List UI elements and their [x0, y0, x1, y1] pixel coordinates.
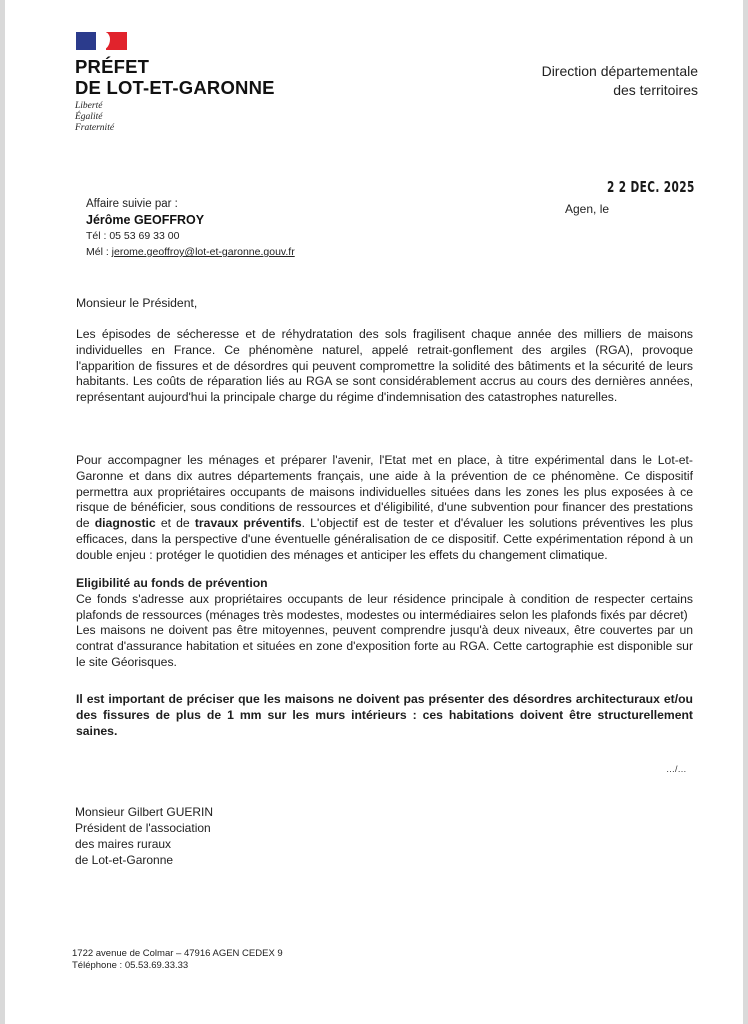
eligibility-heading: Eligibilité au fonds de prévention [76, 576, 268, 590]
scan-edge-left [0, 0, 5, 1024]
recipient-line-2: Président de l'association [75, 821, 211, 835]
emphasis-travaux-preventifs: travaux préventifs [194, 516, 302, 531]
republic-motto [75, 101, 114, 134]
eligibility-houses: Les maisons ne doivent pas être mitoyennes, peuvent comprendre jusqu'à deux niveaux, être couvertes par un contrat d'assurance habitation et situées en zone d'exposition forte au RGA. Cette cartographie est disponible sur le site Géorisques. [76, 623, 693, 669]
footer-address [72, 948, 283, 972]
eligibility-resources: Ce fonds s'adresse aux propriétaires occupants de leur résidence principale à condition de respecter certains plafonds de ressources (ménages très modestes, modestes ou intermédiaires selon les plafonds fixés par décret) [76, 591, 693, 622]
contact-phone: Tél : 05 53 69 33 00 [86, 230, 180, 242]
paragraph-scheme-text-2: et de [155, 516, 195, 531]
footer-street: 1722 avenue de Colmar – 47916 AGEN CEDEX 9 [72, 948, 283, 959]
paragraph-context: Les épisodes de sécheresse et de réhydratation des sols fragilisent chaque année des milliers de maisons individuelles en France. Ce phénomène naturel, appelé retrait-gonflement des argiles (RGA), provoque l'apparition de fissures et de désordres qui peuvent compromettre la solidité des bâtiments et la sécurité de leurs habitants. Les coûts de réparation liés au RGA se sont considérablement accrus au cours des dernières années, représentant aujourd'hui la principale charge du régime d'indemnisation des catastrophes naturelles. [76, 327, 693, 405]
motto-liberte: Liberté [75, 101, 103, 111]
motto-egalite: Égalité [75, 112, 103, 122]
recipient-line-1: Monsieur Gilbert GUERIN [75, 805, 214, 819]
emphasis-diagnostic: diagnostic [94, 516, 156, 531]
eligibility-section [76, 576, 693, 671]
date-stamp: 2 2 DEC. 2025 [607, 178, 695, 196]
motto-fraternite: Fraternité [75, 123, 115, 133]
place-line: Agen, le [565, 202, 610, 216]
paragraph-scheme [76, 453, 693, 564]
marianne-flag-logo [76, 32, 127, 50]
paragraph-scheme-text-1: Pour accompagner les ménages et préparer l'avenir, l'Etat met en place, à titre expérimental dans le Lot-et-Garonne et dans dix autres départements français, une aide à la prévention de ce phénomène. Ce dispositif permettra aux propriétaires occupants de maisons individuelles situées dans les zones les plus exposées à ce risque de bénéficier, sous conditions de ressources et d'éligibilité, d'une subvention pour financer des prestations de [76, 453, 693, 531]
direction-line-2: des territoires [613, 82, 698, 98]
department-name [542, 62, 698, 100]
contact-name: Jérôme GEOFFROY [86, 213, 205, 227]
contact-email-link[interactable]: jerome.geoffroy@lot-et-garonne.gouv.fr [111, 246, 295, 258]
contact-email-line [86, 244, 295, 260]
email-label: Mél : [86, 246, 112, 258]
direction-line-1: Direction départementale [541, 63, 698, 79]
recipient-line-3: des maires ruraux [75, 837, 172, 851]
continuation-mark: …/… [666, 764, 687, 774]
recipient-address [75, 804, 213, 868]
contact-block [86, 196, 295, 260]
scan-edge-right [743, 0, 748, 1024]
prefet-line-1: PRÉFET [75, 56, 150, 77]
salutation: Monsieur le Président, [76, 296, 198, 310]
paragraph-scheme-text-3: . L'objectif est de tester et d'évaluer les solutions préventives les plus efficaces, dans la perspective d'une éventuelle généralisation de ce dispositif. Cette expérimentation répond à un double enjeu : protéger le quotidien des ménages et anticiper les effets du changement climatique. [76, 516, 693, 562]
prefet-line-2: DE LOT-ET-GARONNE [75, 77, 275, 98]
footer-phone: Téléphone : 05.53.69.33.33 [72, 960, 189, 971]
prefet-title [75, 56, 275, 98]
contact-label: Affaire suivie par : [86, 198, 178, 210]
recipient-line-4: de Lot-et-Garonne [75, 853, 174, 867]
important-notice: Il est important de préciser que les maisons ne doivent pas présenter des désordres architecturaux et/ou des fissures de plus de 1 mm sur les murs intérieurs : ces habitations doivent être structurellement saines. [76, 692, 693, 738]
